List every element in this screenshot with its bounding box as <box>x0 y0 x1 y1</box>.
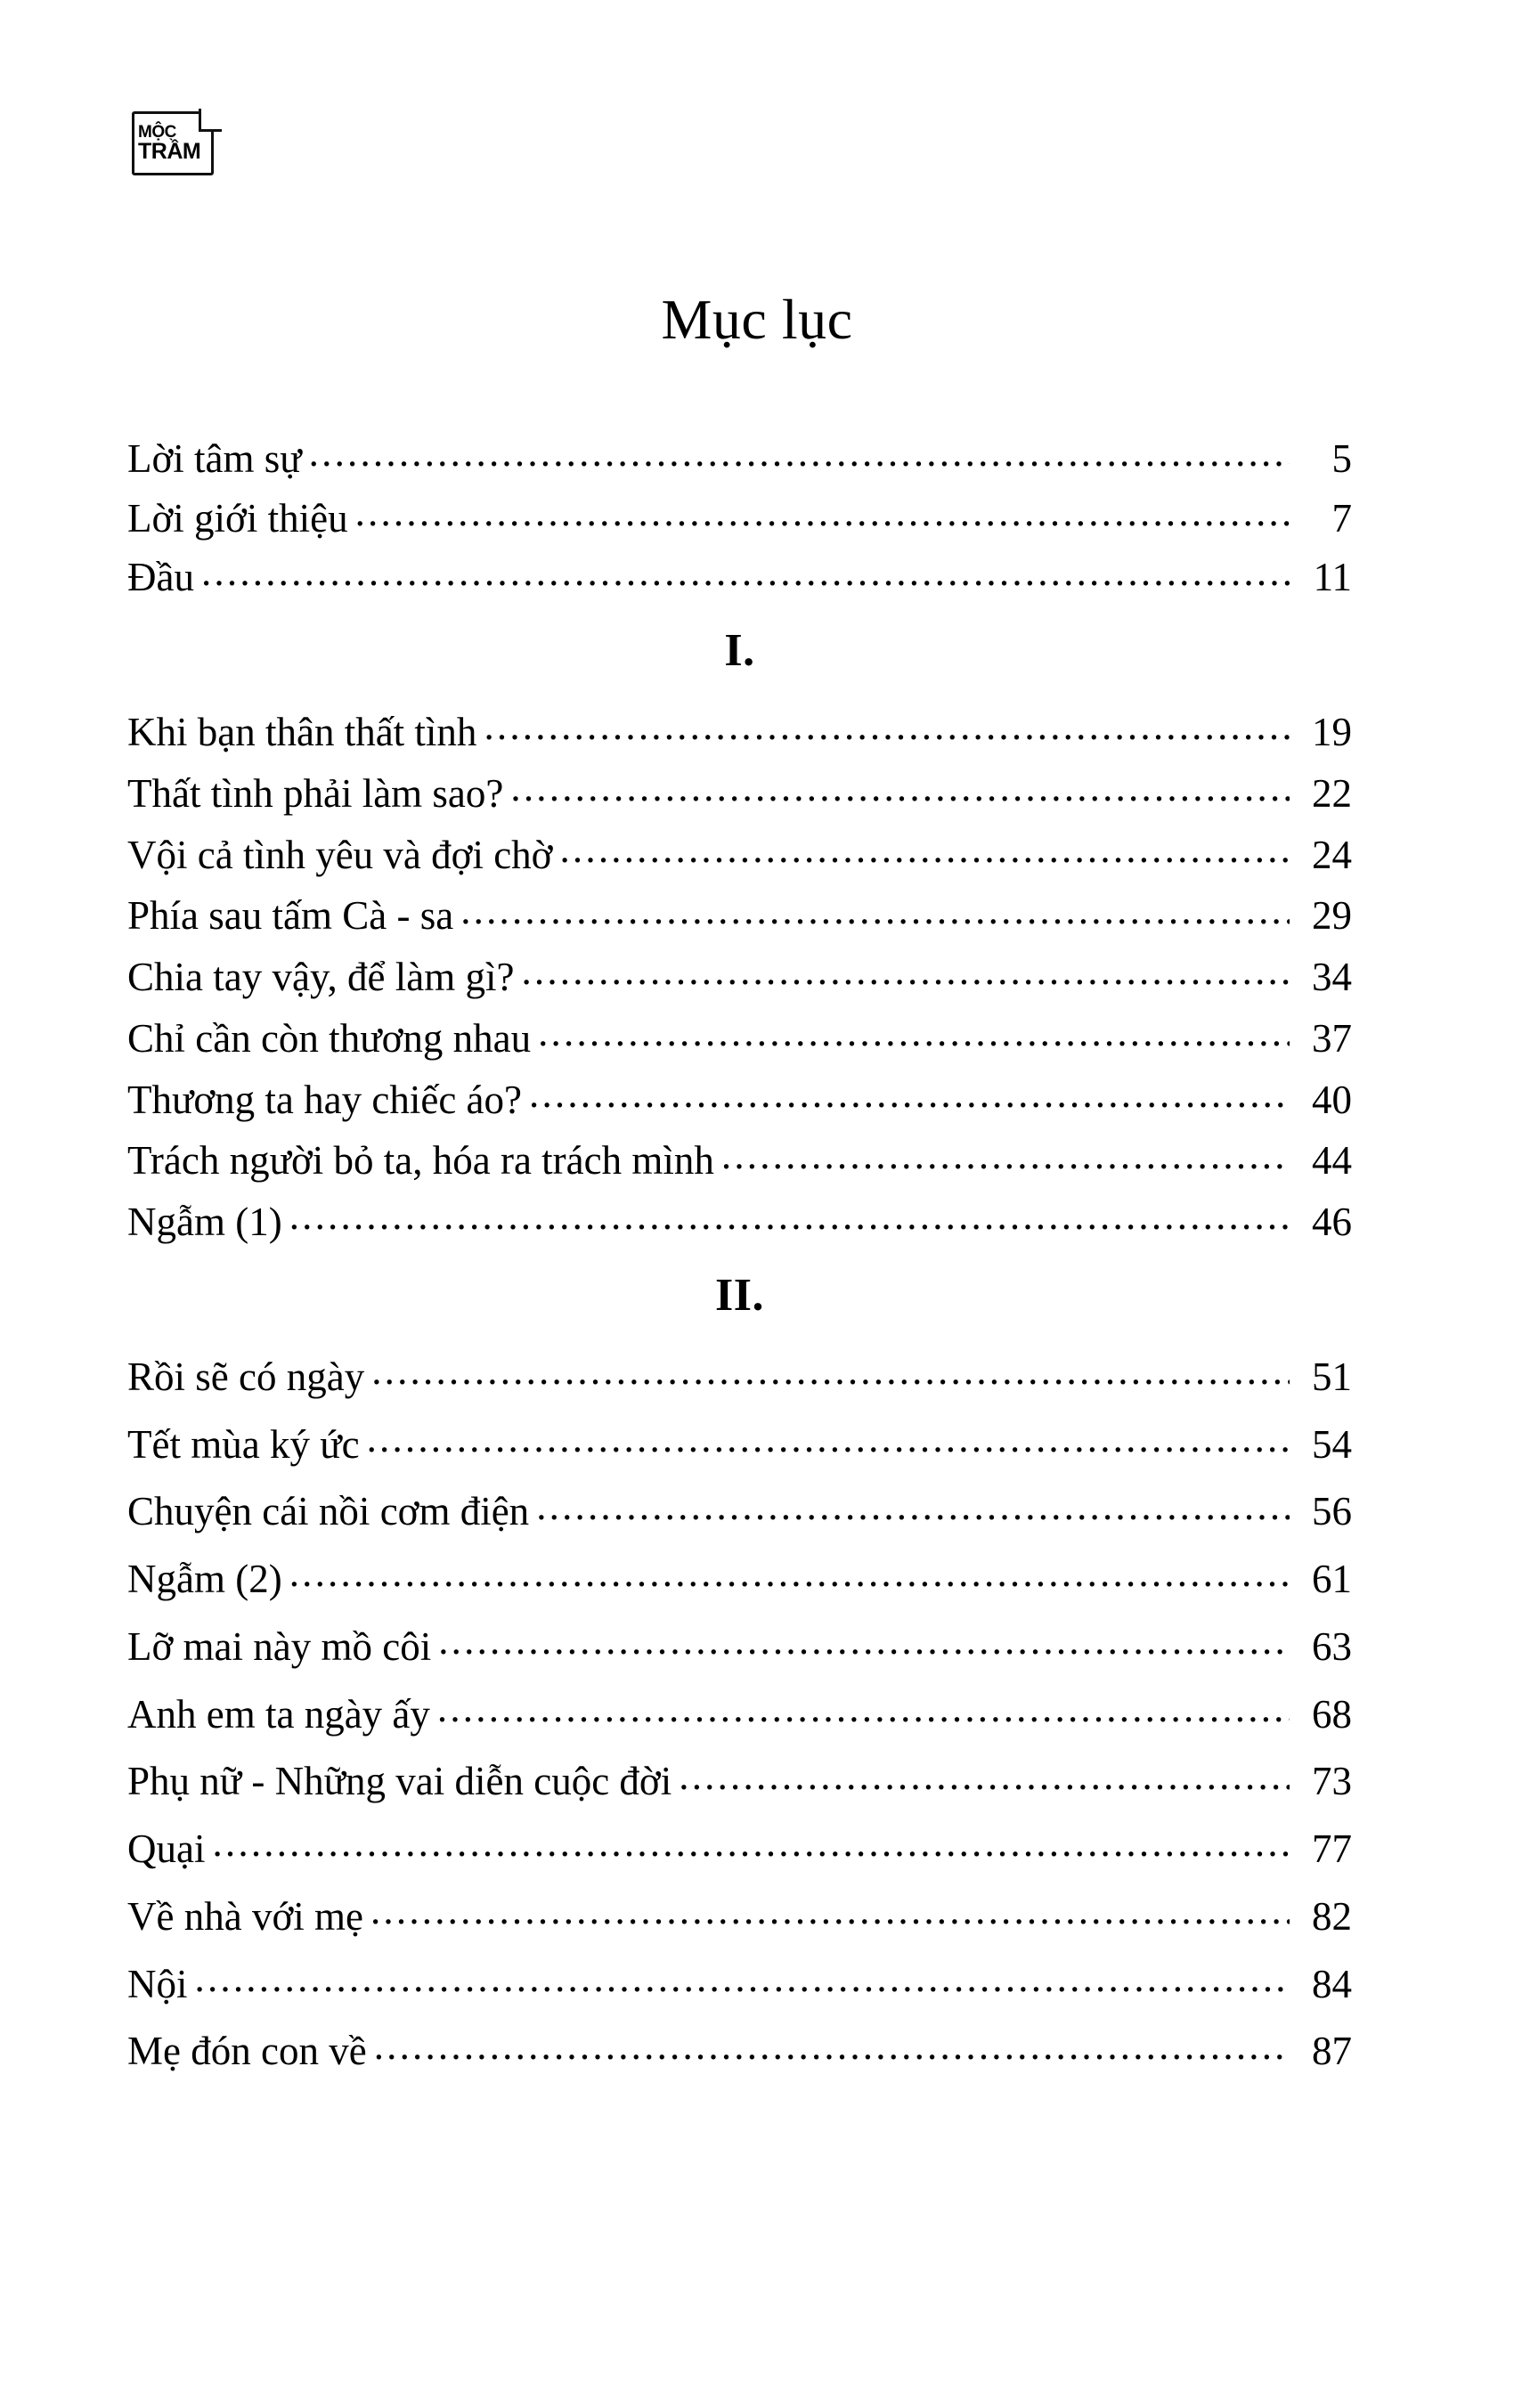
toc-entry-label: Lỡ mai này mồ côi <box>127 1623 432 1669</box>
dot-leader <box>510 769 1290 807</box>
toc-entry-page: 5 <box>1331 435 1352 481</box>
dot-leader <box>370 1891 1290 1930</box>
section-heading-2: II. <box>715 1270 764 1321</box>
dot-leader <box>309 434 1290 472</box>
toc-entry[interactable] <box>127 1824 1352 1869</box>
toc-entry[interactable] <box>127 1891 1352 1937</box>
toc-entry[interactable] <box>127 952 1352 997</box>
dot-leader <box>721 1136 1290 1175</box>
toc-entry[interactable] <box>127 830 1352 875</box>
dot-leader <box>374 2027 1290 2065</box>
toc-entry[interactable] <box>127 1075 1352 1120</box>
logo-line-1: MỘC <box>138 122 176 142</box>
toc-entry[interactable] <box>127 1622 1352 1667</box>
dot-leader <box>289 1554 1290 1592</box>
toc-entry[interactable] <box>127 1197 1352 1242</box>
logo-line-2: TRẦM <box>138 138 201 164</box>
toc-entry-label: Chia tay vậy, để làm gì? <box>127 955 515 999</box>
toc-entry[interactable] <box>127 1487 1352 1533</box>
dot-leader <box>438 1622 1290 1660</box>
dot-leader <box>367 1420 1290 1458</box>
toc-entry-label: Tết mùa ký ức <box>127 1421 360 1467</box>
toc-entry-label: Nội <box>127 1961 188 2006</box>
toc-entry-page: 56 <box>1312 1489 1352 1534</box>
toc-entry[interactable] <box>127 1959 1352 2005</box>
toc-entry-page: 82 <box>1312 1893 1352 1939</box>
toc-entry-label: Khi bạn thân thất tình <box>127 710 477 754</box>
dot-leader <box>538 1013 1290 1052</box>
dot-leader <box>195 1959 1290 1997</box>
toc-entry-page: 51 <box>1312 1354 1352 1399</box>
toc-entry[interactable] <box>127 493 1352 539</box>
toc-entry-page: 54 <box>1312 1421 1352 1467</box>
toc-entry-label: Vội cả tình yêu và đợi chờ <box>127 832 553 877</box>
toc-entry-page: 63 <box>1312 1623 1352 1669</box>
toc-entry-page: 29 <box>1312 893 1352 939</box>
toc-entry-label: Rồi sẽ có ngày <box>127 1354 365 1399</box>
toc-entry[interactable] <box>127 1757 1352 1802</box>
toc-entry-page: 84 <box>1312 1961 1352 2006</box>
dot-leader <box>437 1689 1290 1728</box>
toc-entry-page: 61 <box>1312 1557 1352 1601</box>
toc-entry-page: 19 <box>1312 710 1352 754</box>
toc-entry-label: Thương ta hay chiếc áo? <box>127 1077 522 1122</box>
dot-leader <box>355 493 1290 532</box>
toc-entry-page: 68 <box>1312 1691 1352 1737</box>
toc-entry-page: 7 <box>1331 495 1352 541</box>
dot-leader <box>536 1487 1290 1525</box>
publisher-logo <box>132 111 219 179</box>
toc-entry-label: Chuyện cái nồi cơm điện <box>127 1489 530 1534</box>
toc-entry[interactable] <box>127 1136 1352 1182</box>
toc-entry-label: Đầu <box>127 555 194 600</box>
dot-leader <box>371 1352 1290 1390</box>
toc-entry[interactable] <box>127 1420 1352 1465</box>
dot-leader <box>521 952 1290 990</box>
toc-entry-label: Về nhà với mẹ <box>127 1893 363 1939</box>
section-heading-1: I. <box>724 625 755 677</box>
toc-entry-page: 22 <box>1312 770 1352 816</box>
toc-entry[interactable] <box>127 434 1352 479</box>
toc-entry-page: 73 <box>1312 1759 1352 1804</box>
toc-entry-label: Quại <box>127 1826 206 1871</box>
toc-entry[interactable] <box>127 1352 1352 1397</box>
dot-leader <box>529 1075 1290 1113</box>
toc-entry-label: Chỉ cần còn thương nhau <box>127 1015 532 1061</box>
toc-entry-label: Trách người bỏ ta, hóa ra trách mình <box>127 1138 714 1184</box>
toc-entry[interactable] <box>127 1689 1352 1735</box>
toc-entry-label: Phía sau tấm Cà - sa <box>127 893 454 939</box>
toc-entry[interactable] <box>127 891 1352 937</box>
toc-entry[interactable] <box>127 769 1352 814</box>
toc-entry[interactable] <box>127 1554 1352 1599</box>
toc-entry-page: 34 <box>1312 955 1352 999</box>
toc-entry-label: Ngẫm (1) <box>127 1200 282 1244</box>
toc-entry-label: Ngẫm (2) <box>127 1557 282 1601</box>
section-1-entries <box>127 707 1352 1242</box>
dot-leader <box>484 707 1290 745</box>
toc-entry[interactable] <box>127 553 1352 598</box>
toc-entry-page: 11 <box>1313 555 1352 600</box>
front-matter-group <box>127 434 1352 598</box>
toc-entry-page: 87 <box>1312 2029 1352 2074</box>
toc-entry-label: Thất tình phải làm sao? <box>127 770 504 816</box>
dot-leader <box>201 553 1290 591</box>
toc-entry-label: Anh em ta ngày ấy <box>127 1691 430 1737</box>
section-2-entries <box>127 1352 1352 2074</box>
toc-entry-label: Lời giới thiệu <box>127 495 348 541</box>
dot-leader <box>212 1824 1290 1862</box>
toc-entry-label: Phụ nữ - Những vai diễn cuộc đời <box>127 1759 672 1804</box>
dot-leader <box>679 1757 1290 1795</box>
page-title: Mục lục <box>661 288 853 351</box>
toc-entry-label: Mẹ đón con về <box>127 2029 367 2074</box>
toc-entry-page: 24 <box>1312 832 1352 877</box>
dot-leader <box>460 891 1290 930</box>
dot-leader <box>289 1197 1290 1235</box>
toc-entry-page: 40 <box>1312 1077 1352 1122</box>
toc-entry[interactable] <box>127 2027 1352 2072</box>
logo-text <box>132 111 214 175</box>
toc-entry[interactable] <box>127 1013 1352 1059</box>
toc-entry-page: 44 <box>1312 1138 1352 1184</box>
toc-entry-page: 37 <box>1312 1015 1352 1061</box>
toc-entry-page: 46 <box>1312 1200 1352 1244</box>
dot-leader <box>559 830 1290 868</box>
toc-entry-label: Lời tâm sự <box>127 435 302 481</box>
toc-entry[interactable] <box>127 707 1352 752</box>
table-of-contents <box>127 434 1352 2094</box>
toc-entry-page: 77 <box>1312 1826 1352 1871</box>
